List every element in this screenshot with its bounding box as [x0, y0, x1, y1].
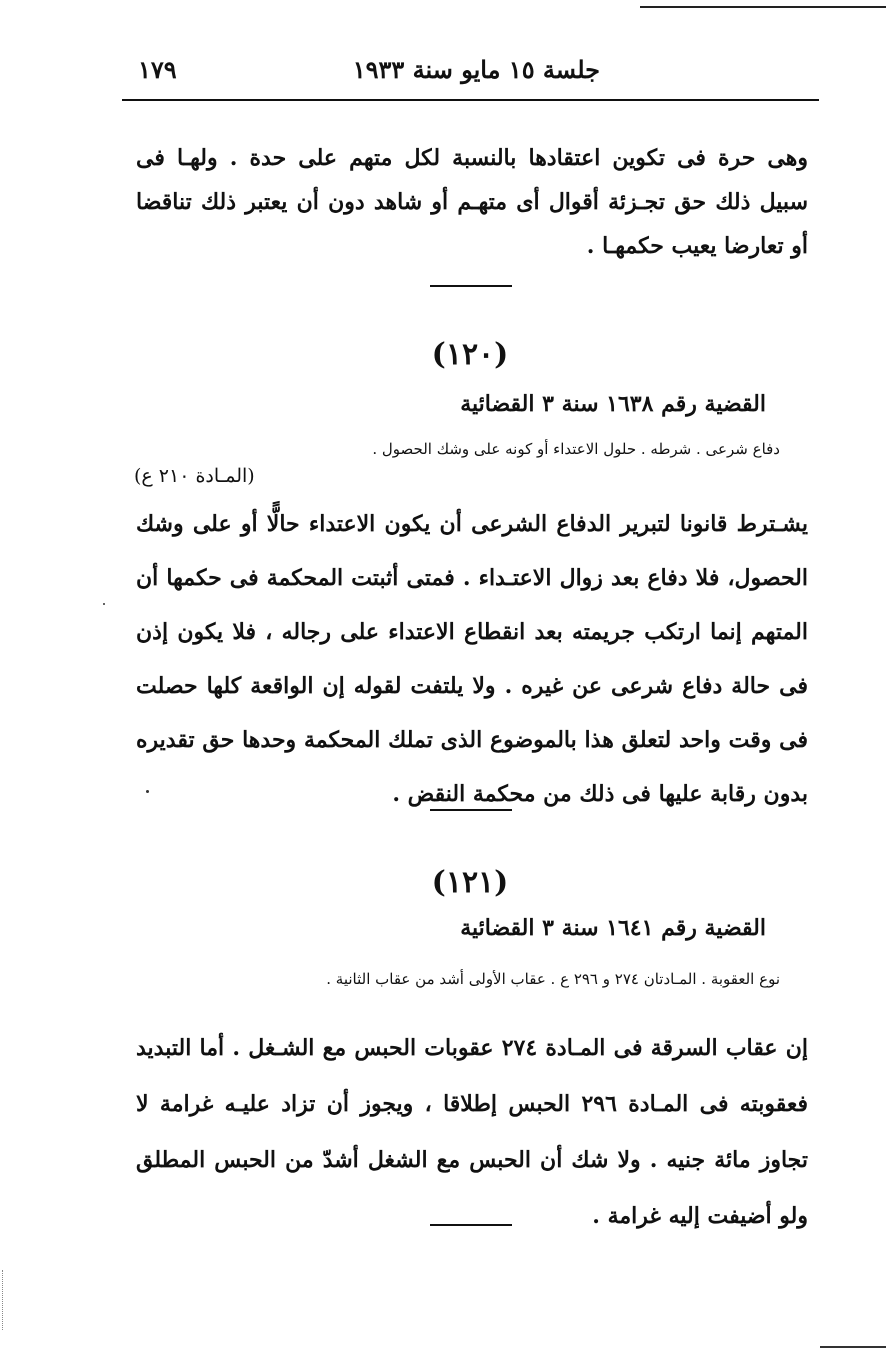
- section-separator: [430, 1224, 512, 1226]
- ruling-body-121: إن عقاب السرقة فى المـادة ٢٧٤ عقوبات الحبس مع الشـغل . أما التبديد فعقوبته فى المـادة ٢٩٦ الحبس إطلاقا ، ويجوز أن تزاد عليـه غرامة لا تجاوز مائة جنيه . ولا شك أن الحبس مع الشغل أشدّ من الحبس المطلق ولو أضيفت إليه غرامة .: [136, 1035, 808, 1229]
- scan-speck: [146, 790, 149, 793]
- continued-paragraph: وهى حرة فى تكوين اعتقادها بالنسبة لكل متهم على حدة . ولهـا فى سبيل ذلك حق تجـزئة أقوال أى متهـم أو شاهد دون أن يعتبر ذلك تناقضا أو تعارضا يعيب حكمهـا .: [136, 145, 808, 259]
- section-separator: [430, 809, 512, 811]
- section-separator: [430, 285, 512, 287]
- article-reference-120: (المـادة ٢١٠ ع): [134, 465, 255, 487]
- page-number: ١٧٩: [138, 55, 177, 84]
- keywords-120: دفاع شرعى . شرطه . حلول الاعتداء أو كونه على وشك الحصول .: [372, 440, 780, 458]
- case-reference-120: القضية رقم ١٦٣٨ سنة ٣ القضائية: [460, 391, 766, 417]
- header-rule: [122, 99, 819, 101]
- session-date-title: جلسة ١٥ مايو سنة ١٩٣٣: [352, 55, 600, 84]
- ruling-body-120: يشـترط قانونا لتبرير الدفاع الشرعى أن يكون الاعتداء حالًّا أو على وشك الحصول، فلا دفاع بعد زوال الاعتـداء . فمتى أثبتت المحكمة فى حكمها أن المتهم إنما ارتكب جريمته بعد انقطاع الاعتداء على رجاله ، فلا يكون إذن فى حالة دفاع شرعى عن غيره . ولا يلتفت لقوله إن الواقعة كلها حصلت فى وقت واحد لتعلق هذا بالموضوع الذى تملك المحكمة وحدها حق تقديره بدون رقابة عليها فى ذلك من محكمة النقض .: [136, 511, 808, 807]
- ruling-number-121: (١٢١): [431, 865, 509, 900]
- scan-edge-dots: [2, 1270, 5, 1330]
- keywords-121: نوع العقوبة . المـادتان ٢٧٤ و ٢٩٦ ع . عقاب الأولى أشد من عقاب الثانية .: [326, 970, 780, 988]
- scan-edge-line-bottom: [820, 1346, 886, 1348]
- case-reference-121: القضية رقم ١٦٤١ سنة ٣ القضائية: [460, 915, 766, 941]
- page-header: [120, 55, 820, 95]
- scan-edge-line-top: [640, 6, 886, 8]
- scan-speck: [103, 603, 105, 605]
- ruling-number-120: (١٢٠): [431, 337, 509, 372]
